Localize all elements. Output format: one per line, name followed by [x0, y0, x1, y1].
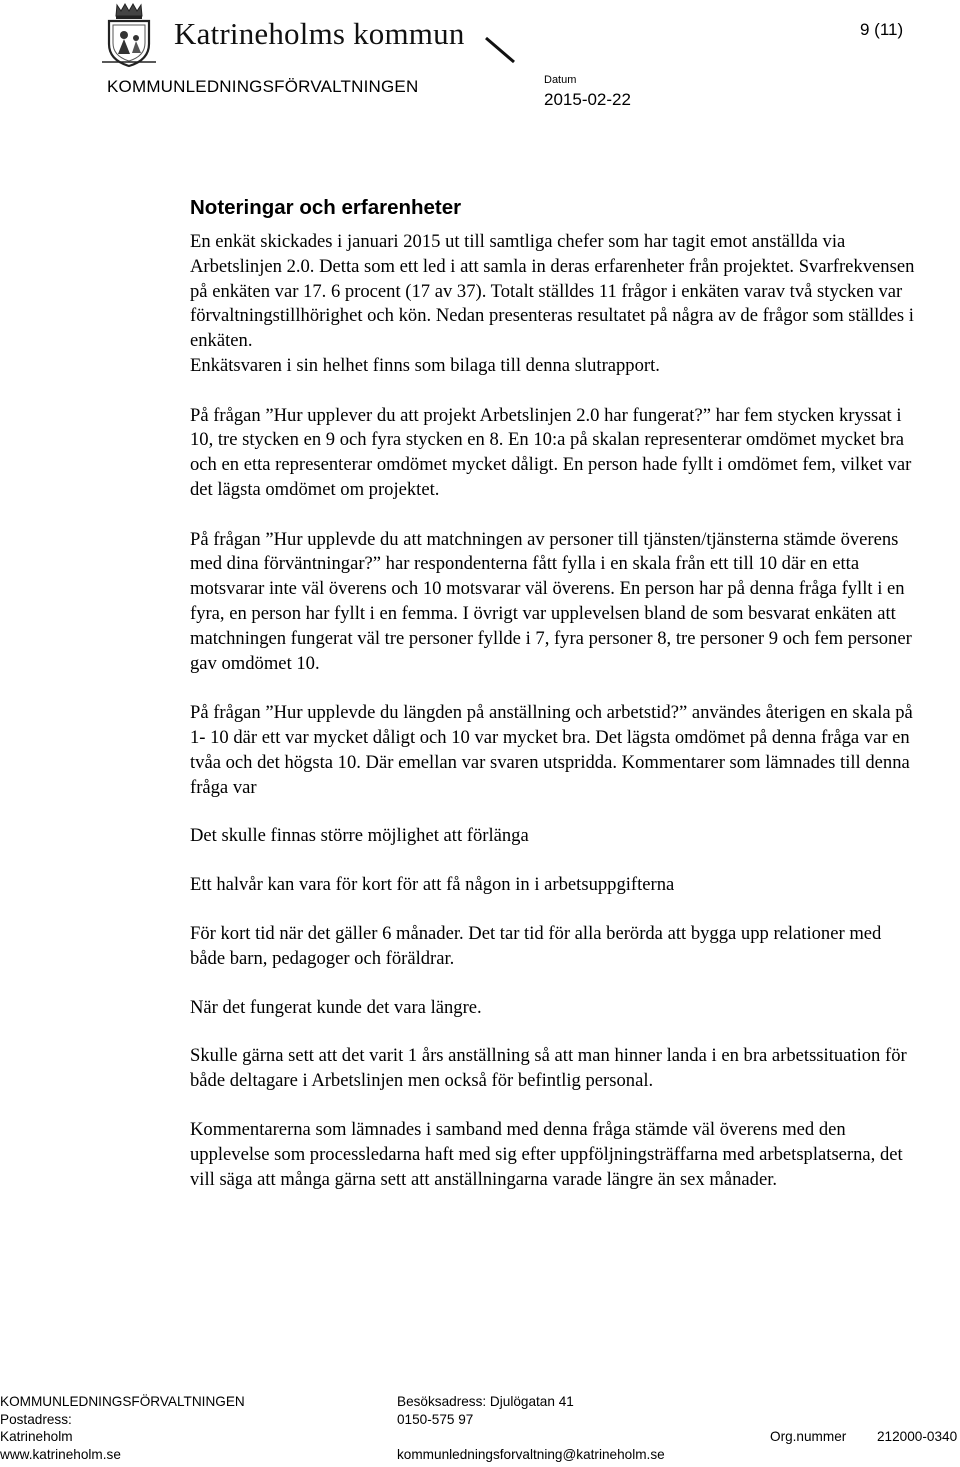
logo-text: Katrineholms kommun — [174, 16, 465, 51]
logo-wordmark — [174, 16, 465, 52]
closing-paragraph: Kommentarerna som lämnades i samband med denna fråga stämde väl överens med den upplevelse som processledarna haft med sig efter uppföljningsträffarna med arbetsplatserna, det vill säga att många gärna sett att anställningarna varade längre än sex månader. — [190, 1118, 903, 1190]
intro-paragraph: En enkät skickades i januari 2015 ut till samtliga chefer som har tagit emot anställda via Arbetslinjen 2.0. Detta som ett led i att samla in deras erfarenheter från projektet. Svarfrekvensen på enkäten var 17. 6 procent (17 av 37). Totalt ställdes 11 frågor i enkäten varav två stycken var förvaltningstillhörighet och kön. Nedan presenteras resultatet på några av de frågor som ställdes i enkäten. — [190, 231, 915, 352]
footer-middle-column — [397, 1393, 665, 1463]
section-heading: Noteringar och erfarenheter — [190, 196, 462, 219]
page-number: 9 (11) — [860, 20, 904, 39]
footer-postal-label: Postadress: — [0, 1411, 72, 1427]
comment-2: Ett halvår kan vara för kort för att få någon in i arbetsuppgifterna — [190, 874, 675, 896]
footer-city: Katrineholm — [0, 1429, 73, 1445]
footer-org-label: Org.nummer — [770, 1429, 847, 1444]
footer-left-column — [0, 1393, 245, 1463]
comment-1: Det skulle finnas större möjlighet att förlänga — [190, 825, 529, 847]
document-body — [190, 196, 920, 1192]
footer-email-link[interactable]: kommunledningsforvaltning@katrineholm.se — [397, 1446, 665, 1462]
comment-5: Skulle gärna sett att det varit 1 års anställning så att man hinner landa i en bra arbetssituation för både deltagare i Arbetslinjen men också för befintlig personal. — [190, 1045, 907, 1092]
question-project-paragraph: På frågan ”Hur upplever du att projekt Arbetslinjen 2.0 har fungerat?” har fem stycken kryssat i 10, tre stycken en 9 och fyra stycken en 8. En 10:a på skalan representerar omdömet mycket bra och en etta representerar omdömet mycket dåligt. En person hade fyllt i omdömet fem, vilket var det lägsta omdömet om projektet. — [190, 404, 912, 500]
footer-website-link[interactable]: www.katrineholm.se — [0, 1446, 121, 1462]
department-name: KOMMUNLEDNINGSFÖRVALTNINGEN — [107, 77, 419, 96]
municipality-crest-logo — [100, 2, 158, 68]
question-matching-paragraph: På frågan ”Hur upplevde du att matchningen av personer till tjänsten/tjänsterna stämde överens med dina förväntningar?” har respondenterna fått fylla i en skala från ett till 10 där en etta motsvarar inte väl överens och 10 motsvarar väl överens. En person har på denna fråga fyllt i en fyra, en person har fyllt i en femma. I övrigt var upplevelsen bland de som besvarat enkäten att matchningen fungerat väl tre personer fyllde i 7, fyra personer 8, tre personer 9 och fem personer gav omdömet 10. — [190, 528, 912, 674]
intro-paragraph-attachment-note: Enkätsvaren i sin helhet finns som bilaga till denna slutrapport. — [190, 354, 660, 376]
logo-swoosh — [482, 34, 522, 68]
footer-org-number: 212000-0340 — [877, 1429, 958, 1444]
footer-department: KOMMUNLEDNINGSFÖRVALTNINGEN — [0, 1394, 245, 1409]
question-duration-paragraph: På frågan ”Hur upplevde du längden på anställning och arbetstid?” användes återigen en skala på 1- 10 där ett var mycket dåligt och 10 var mycket bra. Det lägsta omdömet på denna fråga var en tvåa och det högsta 10. Där emellan var svaren utspridda. Kommentarer som lämnades till denna fråga var — [190, 702, 913, 798]
comment-4: När det fungerat kunde det vara längre. — [190, 996, 482, 1018]
footer-visit-address: Besöksadress: Djulögatan 41 — [397, 1394, 574, 1409]
comment-3: För kort tid när det gäller 6 månader. Det tar tid för alla berörda att bygga upp relationer med både barn, pedagoger och föräldrar. — [190, 922, 882, 969]
date-label: Datum — [544, 74, 577, 86]
footer-phone: 0150-575 97 — [397, 1411, 474, 1427]
date-value: 2015-02-22 — [544, 90, 631, 109]
